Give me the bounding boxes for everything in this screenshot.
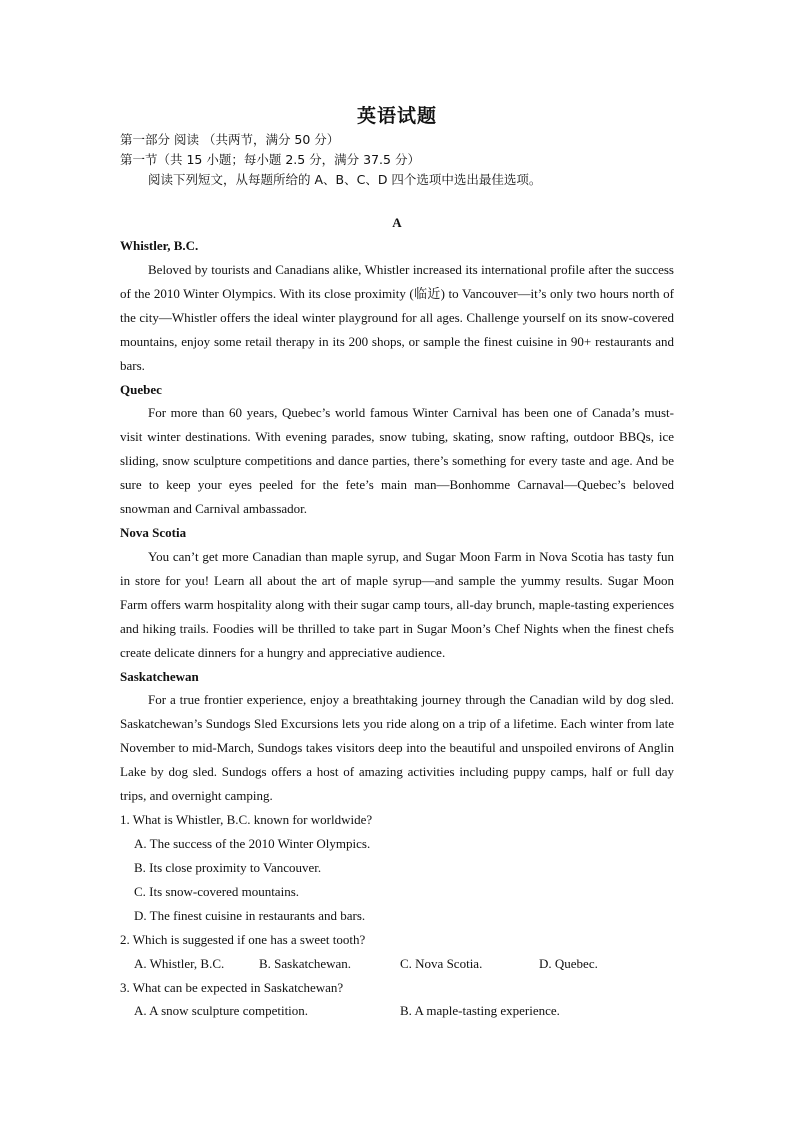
passage-text-quebec: For more than 60 years, Quebec’s world famous Winter Carnival has been one of Canada’s must-visit winter destinations. With evening parades, snow tubing, skating, snow rafting, outdoor BBQs, ice sliding, snow sculpture competitions and dance parties, there’s something for every taste and age. And be sure to keep your eyes peeled for the fete’s main man—Bonhomme Carnaval—Quebec’s beloved snowman and Carnival ambassador. bbox=[120, 405, 674, 516]
question-3-stem: 3. What can be expected in Saskatchewan? bbox=[120, 980, 344, 995]
question-2-stem: 2. Which is suggested if one has a sweet tooth? bbox=[120, 932, 366, 947]
question-1-option-a[interactable]: A. The success of the 2010 Winter Olympics. bbox=[134, 836, 371, 851]
passage-heading-whistler: Whistler, B.C. bbox=[120, 238, 199, 253]
passage-heading-nova-scotia: Nova Scotia bbox=[120, 525, 187, 540]
question-2-option-a[interactable]: A. Whistler, B.C. bbox=[134, 956, 225, 971]
question-3-option-a[interactable]: A. A snow sculpture competition. bbox=[134, 1003, 309, 1018]
passage-text-nova-scotia: You can’t get more Canadian than maple syrup, and Sugar Moon Farm in Nova Scotia has tasty fun in store for you! Learn all about the art of maple syrup—and sample the yummy results. Sugar Moon Farm offers warm hospitality along with their sugar camp tours, all-day brunch, maple-tasting experiences and hiking trails. Foodies will be thrilled to take part in Sugar Moon’s Chef Nights when the finest chefs create delicate dinners for a hungry and appreciative audience. bbox=[120, 549, 674, 660]
question-1-option-d[interactable]: D. The finest cuisine in restaurants and bars. bbox=[134, 908, 366, 923]
question-3-option-b[interactable]: B. A maple-tasting experience. bbox=[400, 1003, 560, 1018]
passage-heading-quebec: Quebec bbox=[120, 382, 162, 397]
question-2-option-d[interactable]: D. Quebec. bbox=[539, 956, 598, 971]
section-heading: 第一节（共 15 小题；每小题 2.5 分，满分 37.5 分） bbox=[120, 152, 420, 167]
question-2-option-c[interactable]: C. Nova Scotia. bbox=[400, 956, 483, 971]
passage-label: A bbox=[392, 215, 402, 230]
page-title: 英语试题 bbox=[356, 105, 437, 127]
question-1-option-b[interactable]: B. Its close proximity to Vancouver. bbox=[134, 860, 322, 875]
part-heading: 第一部分 阅读 （共两节，满分 50 分） bbox=[120, 132, 340, 147]
passage-heading-saskatchewan: Saskatchewan bbox=[120, 669, 199, 684]
question-1-stem: 1. What is Whistler, B.C. known for worldwide? bbox=[120, 812, 373, 827]
passage-text-saskatchewan: For a true frontier experience, enjoy a breathtaking journey through the Canadian wild by dog sled. Saskatchewan’s Sundogs Sled Excursions lets you ride along on a trip of a lifetime. Each winter from late November to mid-March, Sundogs takes visitors deep into the beautiful and unspoiled environs of Anglin Lake by dog sled. Sundogs offers a host of amazing activities including puppy camps, half or full day trips, and overnight camping. bbox=[120, 692, 674, 803]
question-2-option-b[interactable]: B. Saskatchewan. bbox=[259, 956, 352, 971]
question-1-option-c[interactable]: C. Its snow-covered mountains. bbox=[134, 884, 300, 899]
instructions: 阅读下列短文，从每题所给的 A、B、C、D 四个选项中选出最佳选项。 bbox=[148, 172, 542, 187]
passage-text-whistler: Beloved by tourists and Canadians alike, Whistler increased its international profile after the success of the 2010 Winter Olympics. With its close proximity (临近) to Vancouver—it’s only two hours north of the city—Whistler offers the ideal winter playground for all ages. Challenge yourself on its snow-covered mountains, enjoy some retail therapy in its 200 shops, or sample the finest cuisine in 90+ restaurants and bars. bbox=[120, 262, 674, 373]
